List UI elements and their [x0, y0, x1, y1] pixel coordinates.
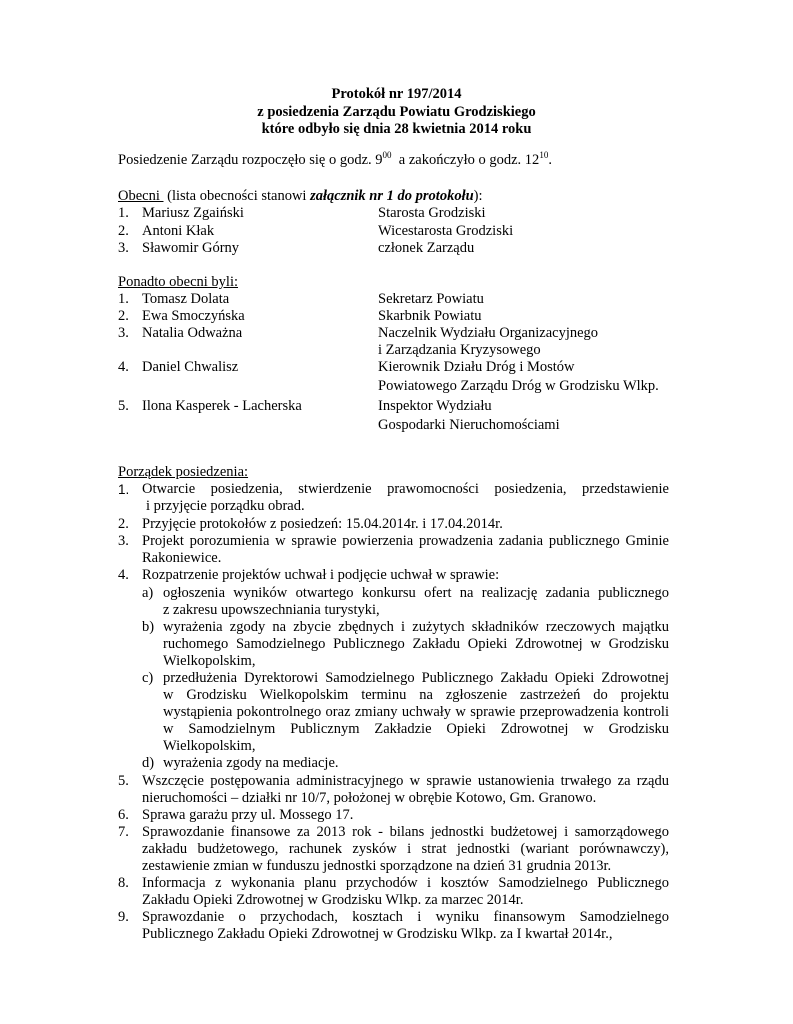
attendee-name: Ewa Smoczyńska: [142, 308, 245, 324]
agenda-item-text-continued: nieruchomości – działki nr 10/7, położonej w obrębie Kotowo, Gm. Granowo.: [142, 790, 597, 806]
subitem-letter: b): [142, 619, 155, 635]
agenda-item-text: Informacja z wykonania planu przychodów i kosztów Samodzielnego Publicznego: [142, 875, 669, 891]
agenda-item-text-continued: Zakładu Opieki Zdrowotnej w Grodzisku Wlkp. za marzec 2014r.: [142, 892, 524, 908]
session-text-end: .: [548, 152, 552, 168]
agenda-item-text: Sprawozdanie o przychodach, kosztach i wyniku finansowym Samodzielnego: [142, 909, 669, 925]
attendee-name: Ilona Kasperek - Lacherska: [142, 398, 302, 414]
subitem-text: przedłużenia Dyrektorowi Samodzielnego Publicznego Zakładu Opieki Zdrowotnej: [163, 670, 669, 686]
subitem-letter: a): [142, 585, 154, 601]
agenda-item-text: Rozpatrzenie projektów uchwał i podjęcie uchwał w sprawie:: [142, 567, 500, 583]
member-name: Sławomir Górny: [142, 240, 240, 256]
member-role: Wicestarosta Grodziski: [378, 223, 514, 239]
attendee-name: Daniel Chwalisz: [142, 359, 239, 375]
agenda-item-number: 1.: [118, 482, 130, 497]
attendee-role-continued: Powiatowego Zarządu Dróg w Grodzisku Wlkp.: [378, 378, 659, 394]
subitem-text: ogłoszenia wyników otwartego konkursu ofert na realizację zadania publicznego: [163, 585, 669, 601]
title-line-2: z posiedzenia Zarządu Powiatu Grodziskiego: [257, 103, 536, 120]
attendee-number: 3.: [118, 325, 129, 341]
present-heading: Obecni: [118, 188, 164, 204]
agenda-item-text: Projekt porozumienia w sprawie powierzenia prowadzenia zadania publicznego Gminie: [142, 533, 669, 549]
member-number: 3.: [118, 240, 129, 256]
agenda-item-text-continued: Rakoniewice.: [142, 550, 222, 566]
member-role: członek Zarządu: [378, 240, 475, 256]
subitem-letter: c): [142, 670, 154, 686]
subitem-letter: d): [142, 755, 155, 771]
attendee-role: Sekretarz Powiatu: [378, 291, 484, 307]
subitem-text-continued: ruchomego Samodzielnego Publicznego Zakładu Opieki Zdrowotnej w Grodzisku: [163, 636, 669, 652]
agenda-item-number: 7.: [118, 824, 129, 840]
attachment-reference: załącznik nr 1 do protokołu: [310, 188, 474, 204]
agenda-item-text-continued: Publicznego Zakładu Opieki Zdrowotnej w Grodzisku Wlkp. za I kwartał 2014r.,: [142, 926, 613, 942]
attendee-number: 5.: [118, 398, 129, 414]
also-present-heading: Ponadto obecni byli:: [118, 274, 239, 290]
session-text-middle: a zakończyło o godz. 12: [391, 152, 540, 168]
agenda-heading: Porządek posiedzenia:: [118, 464, 249, 480]
member-name: Mariusz Zgaiński: [142, 205, 244, 221]
agenda-item-text-continued: i przyjęcie porządku obrad.: [146, 498, 305, 514]
agenda-item-text-continued: zestawienie zmian w funduszu jednostki sporządzone na dzień 31 grudnia 2013r.: [142, 858, 612, 874]
start-minutes: 00: [382, 150, 392, 160]
agenda-item-number: 9.: [118, 909, 129, 925]
attendee-role-continued: i Zarządzania Kryzysowego: [378, 342, 541, 358]
agenda-item-number: 6.: [118, 807, 129, 823]
agenda-item-text: Sprawozdanie finansowe za 2013 rok - bilans jednostki budżetowej i samorządowego: [142, 824, 669, 840]
member-number: 1.: [118, 205, 129, 221]
attendee-name: Natalia Odważna: [142, 325, 243, 341]
title-line-1: Protokół nr 197/2014: [331, 86, 462, 102]
subitem-text-continued: Wielkopolskim,: [163, 653, 256, 669]
present-heading-line: [118, 188, 483, 206]
attendee-role: Kierownik Działu Dróg i Mostów: [378, 359, 575, 375]
subitem-text-continued: w Grodzisku Wielkopolskim terminu na zgłoszenie zastrzeżeń do projektu: [163, 687, 669, 703]
end-minutes: 10: [539, 150, 549, 160]
agenda-item-number: 3.: [118, 533, 129, 549]
present-note-before: (lista obecności stanowi: [163, 188, 311, 204]
attendee-number: 1.: [118, 291, 129, 307]
attendee-role: Inspektor Wydziału: [378, 398, 492, 414]
agenda-item-text: Przyjęcie protokołów z posiedzeń: 15.04.2014r. i 17.04.2014r.: [142, 516, 503, 532]
member-number: 2.: [118, 223, 129, 239]
attendee-number: 4.: [118, 359, 129, 375]
agenda-item-text: Wszczęcie postępowania administracyjnego w sprawie ustanowienia trwałego za rządu: [142, 773, 669, 789]
protocol-title: [0, 86, 793, 139]
member-role: Starosta Grodziski: [378, 205, 486, 221]
agenda-item-number: 4.: [118, 567, 129, 583]
agenda-item-text: Sprawa garażu przy ul. Mossego 17.: [142, 807, 354, 823]
agenda-item-number: 2.: [118, 516, 129, 532]
attendee-name: Tomasz Dolata: [142, 291, 230, 307]
agenda-item-number: 8.: [118, 875, 129, 891]
session-time: [118, 152, 552, 170]
agenda-item-text: Otwarcie posiedzenia, stwierdzenie prawomocności posiedzenia, przedstawienie: [142, 481, 669, 497]
attendee-role-continued: Gospodarki Nieruchomościami: [378, 417, 560, 433]
agenda-item-text-continued: zakładu budżetowego, rachunek zysków i strat jednostki (wariant porównawczy),: [142, 841, 669, 857]
subitem-text-continued: wystąpienia pokontrolnego oraz zmiany uchwały w sprawie przeprowadzenia kontroli: [163, 704, 669, 720]
attendee-role: Naczelnik Wydziału Organizacyjnego: [378, 325, 599, 341]
present-note-after: ):: [473, 188, 483, 204]
subitem-text-continued: z zakresu upowszechniania turystyki,: [163, 602, 380, 618]
subitem-text: wyrażenia zgody na zbycie zbędnych i zużytych składników rzeczowych majątku: [163, 619, 669, 635]
agenda-item-number: 5.: [118, 773, 129, 789]
attendee-role: Skarbnik Powiatu: [378, 308, 482, 324]
session-text-start: Posiedzenie Zarządu rozpoczęło się o godz. 9: [118, 152, 383, 168]
title-line-3: które odbyło się dnia 28 kwietnia 2014 roku: [261, 121, 532, 137]
subitem-text: wyrażenia zgody na mediacje.: [163, 755, 339, 771]
member-name: Antoni Kłak: [142, 223, 215, 239]
subitem-text-continued: Wielkopolskim,: [163, 738, 256, 754]
attendee-number: 2.: [118, 308, 129, 324]
subitem-text-continued: w Samodzielnym Publicznym Zakładzie Opieki Zdrowotnej w Grodzisku: [163, 721, 669, 737]
